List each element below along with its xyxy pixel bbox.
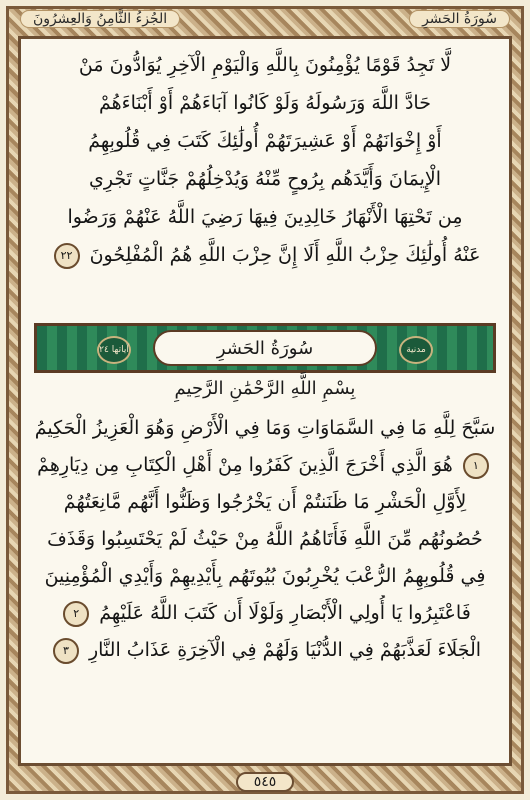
verse-count-medallion: آياتها ٢٤ [97,336,131,364]
verse-line [30,632,500,669]
verse-text: فَاعْتَبِرُوا يَا أُولِي الْأَبْصَارِ وَلَوْلَا أَن كَتَبَ اللَّهُ عَلَيْهِمُ [99,602,471,624]
basmala: بِسْمِ اللَّهِ الرَّحْمَٰنِ الرَّحِيمِ [174,378,356,399]
surah-title-banner [34,323,496,373]
verse-line-last [30,236,500,274]
verse-line: سَبَّحَ لِلَّهِ مَا فِي السَّمَاوَاتِ وَمَا فِي الْأَرْضِ وَهُوَ الْعَزِيزُ الْحَكِيمُ [34,417,496,439]
verse-line [30,447,500,484]
surah-name-header: سُورَةُ الحَشرِ [409,10,510,28]
verse-text: الْجَلَاءَ لَعَذَّبَهُمْ فِي الدُّنْيَا وَلَهُمْ فِي الْآخِرَةِ عَذَابُ النَّارِ [88,639,482,661]
juz-name-header: الجُزءُ الثَّامِنُ وَالعِشرُونَ [20,10,180,28]
verse-line: حُصُونُهُم مِّنَ اللَّهِ فَأَتَاهُمُ اللَّهُ مِنْ حَيْثُ لَمْ يَحْتَسِبُوا وَقَذَفَ [47,528,483,550]
verse-line: فِي قُلُوبِهِمُ الرُّعْبَ يُخْرِبُونَ بُيُوتَهُم بِأَيْدِيهِمْ وَأَيْدِي الْمُؤْمِنِينَ [44,565,486,587]
revelation-type-medallion: مدنية [399,336,433,364]
verse-text: عَنْهُ أُولَٰئِكَ حِزْبُ اللَّهِ أَلَا إِنَّ حِزْبَ اللَّهِ هُمُ الْمُفْلِحُونَ [89,244,481,266]
page-header [20,8,510,30]
verse-end-marker: ٢٢ [54,243,80,269]
verse-line [30,595,500,632]
page-number: ٥٤٥ [236,772,295,792]
verse-text: هُوَ الَّذِي أَخْرَجَ الَّذِينَ كَفَرُوا مِنْ أَهْلِ الْكِتَابِ مِن دِيَارِهِمْ [37,454,453,476]
verse-line: الْإِيمَانَ وَأَيَّدَهُم بِرُوحٍ مِّنْهُ وَيُدْخِلُهُمْ جَنَّاتٍ تَجْرِي [89,168,441,190]
verse-line: لِأَوَّلِ الْحَشْرِ مَا ظَنَنتُمْ أَن يَخْرُجُوا وَظَنُّوا أَنَّهُم مَّانِعَتُهُمْ [63,491,467,513]
verse-line: مِن تَحْتِهَا الْأَنْهَارُ خَالِدِينَ فِيهَا رَضِيَ اللَّهُ عَنْهُمْ وَرَضُوا [67,206,463,228]
verses-block-top [30,46,500,274]
verse-line: لَّا تَجِدُ قَوْمًا يُؤْمِنُونَ بِاللَّهِ وَالْيَوْمِ الْآخِرِ يُوَادُّونَ مَنْ [78,54,452,76]
page-footer [0,770,530,794]
verse-end-marker: ٢ [63,601,89,627]
verse-line: أَوْ إِخْوَانَهُمْ أَوْ عَشِيرَتَهُمْ أُولَٰئِكَ كَتَبَ فِي قُلُوبِهِمُ [88,130,442,152]
surah-title: سُورَةُ الحَشرِ [153,330,377,366]
verse-end-marker: ١ [463,453,489,479]
verses-block-bottom [30,410,500,669]
verse-end-marker: ٣ [53,638,79,664]
verse-line: حَادَّ اللَّهَ وَرَسُولَهُ وَلَوْ كَانُوا آبَاءَهُمْ أَوْ أَبْنَاءَهُمْ [99,92,431,114]
